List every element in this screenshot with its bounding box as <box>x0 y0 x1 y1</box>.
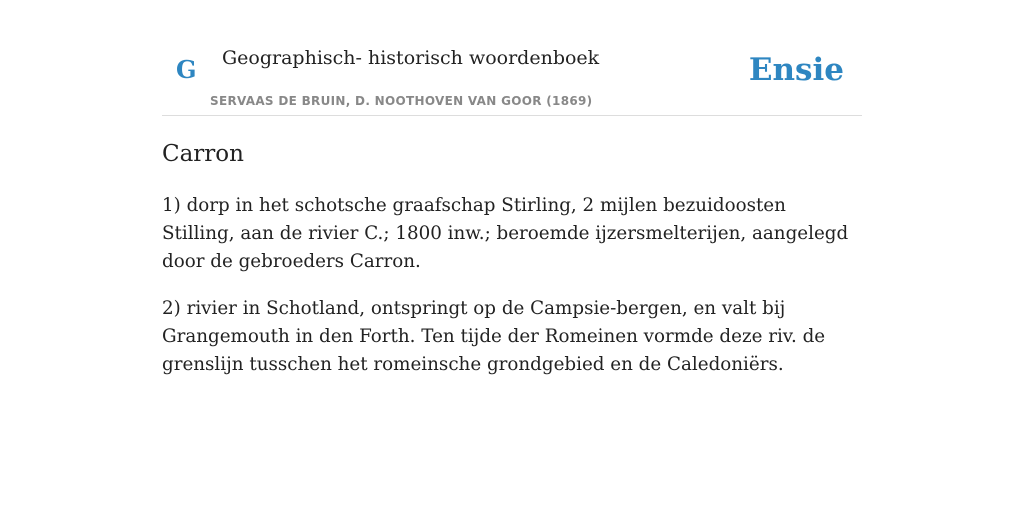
page-container <box>162 0 862 375</box>
entry-body <box>162 192 862 398</box>
entry-title: Carron <box>162 141 244 167</box>
book-author: SERVAAS DE BRUIN, D. NOOTHOVEN VAN GOOR (1869) <box>210 94 593 108</box>
ensie-logo-link[interactable]: Ensie <box>748 52 844 88</box>
book-header <box>162 0 862 116</box>
entry-paragraph: 1) dorp in het schotsche graafschap Stirling, 2 mijlen bezuidoosten Stilling, aan de rivier C.; 1800 inw.; beroemde ijzersmelterijen, aangelegd door de gebroeders Carron. <box>162 195 849 272</box>
book-logo-link[interactable]: G <box>176 55 197 84</box>
entry-paragraph: 2) rivier in Schotland, ontspringt op de Campsie-bergen, en valt bij Grangemouth in den Forth. Ten tijde der Romeinen vormde deze riv. de grenslijn tusschen het romeinsche grondgebied en de Caledoniërs. <box>162 298 826 375</box>
book-title[interactable]: Geographisch- historisch woordenboek <box>222 47 600 69</box>
